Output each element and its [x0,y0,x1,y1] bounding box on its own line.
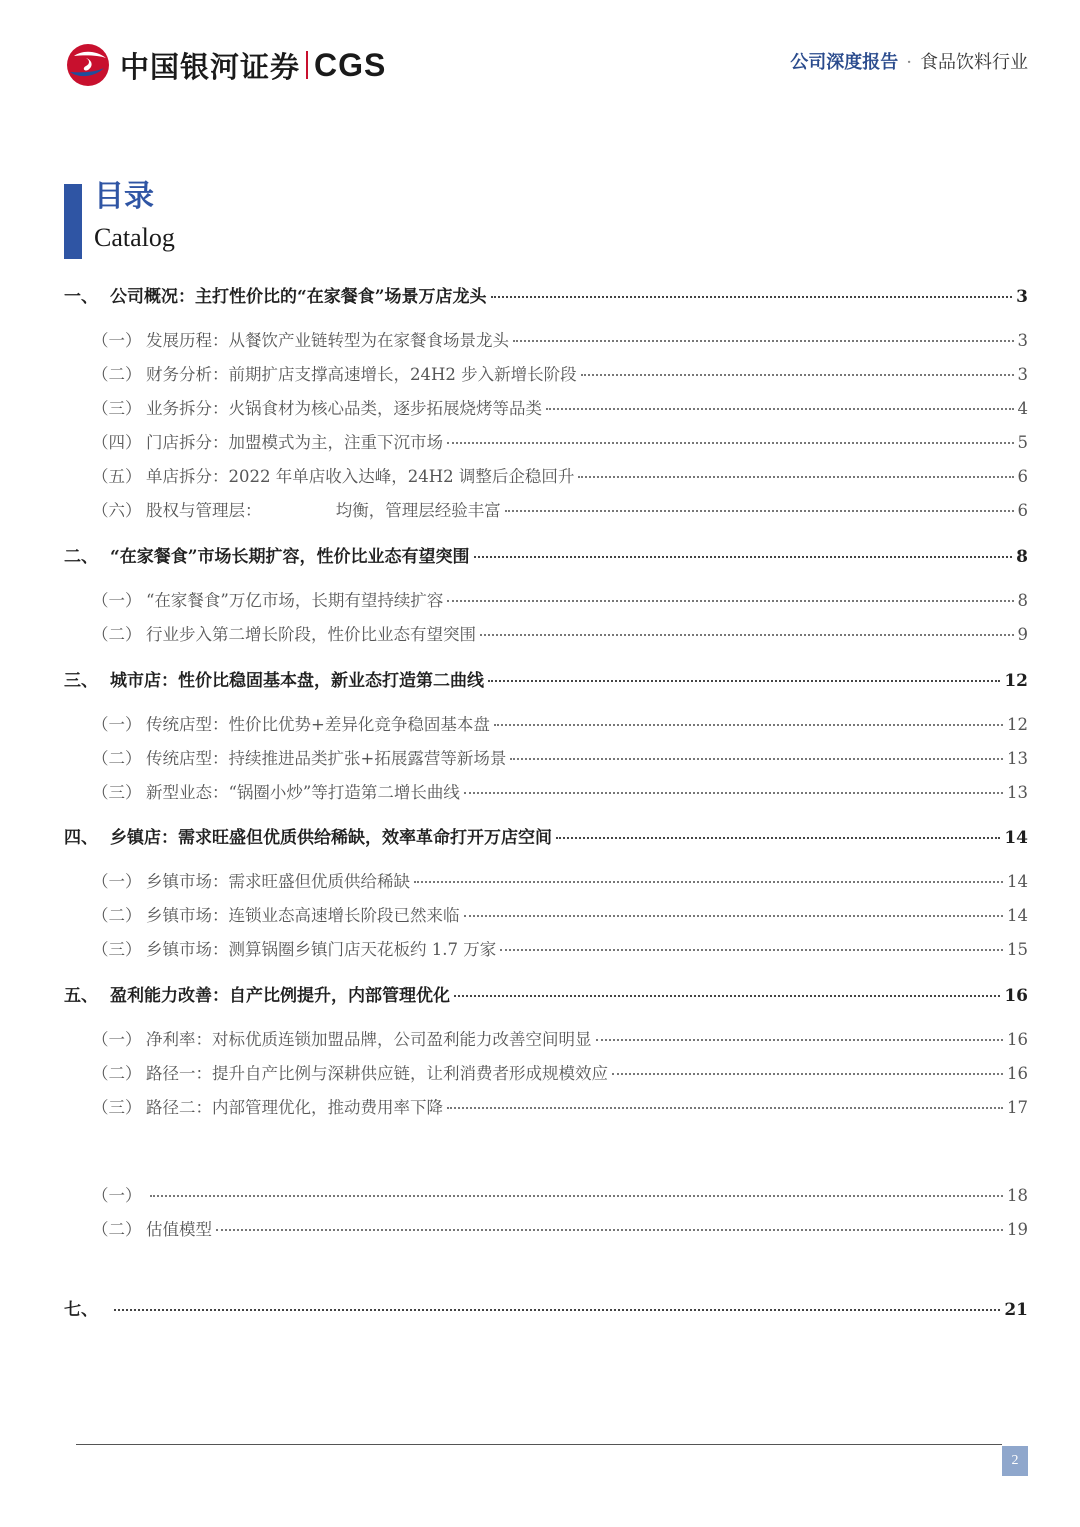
toc-entry-number: 四、 [64,828,98,848]
toc-entry-page: 19 [1007,1220,1028,1239]
toc-entry-title: 业务拆分：火锅食材为核心品类，逐步拓展烧烤等品类 [146,399,542,418]
catalog-title-cn: 目录 [94,179,154,214]
toc-subsection-entry[interactable] [92,1026,1028,1056]
toc-entry-number: （一） [92,715,142,734]
toc-section-entry[interactable] [64,282,1028,312]
toc-entry-page: 21 [1004,1300,1028,1320]
toc-entry-page: 14 [1007,906,1028,925]
toc-section-entry[interactable] [64,666,1028,696]
toc-dot-leader [114,1309,1000,1311]
toc-subsection-entry[interactable] [92,745,1028,775]
toc-entry-title: 财务分析：前期扩店支撑高速增长，24H2 步入新增长阶段 [146,365,577,384]
toc-entry-title: “在家餐食”万亿市场，长期有望持续扩容 [146,591,444,610]
report-type: 公司深度报告 [790,52,899,73]
toc-subsection-entry[interactable] [92,497,1028,527]
toc-entry-title: 乡镇店：需求旺盛但优质供给稀缺，效率革命打开万店空间 [110,828,552,848]
toc-entry-page: 17 [1007,1098,1028,1117]
toc-entry-page: 12 [1004,671,1028,691]
toc-entry-title: 乡镇市场：测算锅圈乡镇门店天花板约 1.7 万家 [146,940,497,959]
toc-entry-number: （二） [92,1220,142,1239]
toc-dot-leader [447,600,1013,602]
toc-entry-title: 公司概况：主打性价比的“在家餐食”场景万店龙头 [110,287,487,307]
toc-dot-leader [578,476,1013,478]
catalog-title-en: Catalog [94,223,175,252]
toc-entry-title: 路径一：提升自产比例与深耕供应链，让利消费者形成规模效应 [146,1064,608,1083]
toc-dot-leader [546,408,1014,410]
company-logo [64,42,386,88]
toc-subsection-entry[interactable] [92,1094,1028,1124]
toc-entry-number: 五、 [64,986,98,1006]
toc-subsection-entry[interactable] [92,868,1028,898]
toc-dot-leader [150,1195,1003,1197]
toc-entry-page: 12 [1007,715,1028,734]
toc-entry-title: 盈利能力改善：自产比例提升，内部管理优化 [110,986,450,1006]
toc-subsection-entry[interactable] [92,429,1028,459]
toc-entry-number: 三、 [64,671,98,691]
toc-dot-leader [464,792,1003,794]
toc-dot-leader [505,510,1014,512]
toc-entry-title: 估值模型 [146,1220,212,1239]
toc-dot-leader [491,296,1013,298]
toc-section-entry[interactable] [64,1295,1028,1325]
toc-entry-number: （二） [92,749,142,768]
toc-entry-page: 13 [1007,749,1028,768]
toc-subsection-entry[interactable] [92,1182,1028,1212]
toc-entry-number: （一） [92,872,142,891]
toc-entry-title: 行业步入第二增长阶段，性价比业态有望突围 [146,625,476,644]
toc-entry-page: 3 [1016,287,1028,307]
toc-subsection-entry[interactable] [92,936,1028,966]
toc-dot-leader [494,724,1003,726]
toc-subsection-entry[interactable] [92,587,1028,617]
toc-dot-leader [454,995,1000,997]
toc-dot-leader [474,556,1013,558]
toc-section-entry[interactable] [64,542,1028,572]
page-number: 2 [1002,1446,1028,1476]
toc-entry-title: 净利率：对标优质连锁加盟品牌，公司盈利能力改善空间明显 [146,1030,592,1049]
toc-subsection-entry[interactable] [92,621,1028,651]
toc-entry-number: （三） [92,940,142,959]
toc-entry-title: 乡镇市场：连锁业态高速增长阶段已然来临 [146,906,460,925]
toc-entry-page: 4 [1017,399,1028,418]
toc-entry-number: （二） [92,625,142,644]
toc-entry-page: 8 [1017,591,1028,610]
toc-dot-leader [510,758,1003,760]
toc-entry-page: 3 [1017,365,1028,384]
toc-entry-page: 3 [1017,331,1028,350]
toc-dot-leader [414,881,1003,883]
toc-dot-leader [556,837,1000,839]
toc-subsection-entry[interactable] [92,463,1028,493]
toc-entry-title: 新型业态：“锅圈小炒”等打造第二增长曲线 [146,783,460,802]
toc-dot-leader [500,949,1003,951]
toc-dot-leader [488,680,1000,682]
toc-dot-leader [581,374,1014,376]
toc-subsection-entry[interactable] [92,361,1028,391]
toc-entry-number: （二） [92,906,142,925]
toc-entry-page: 16 [1007,1064,1028,1083]
toc-subsection-entry[interactable] [92,327,1028,357]
toc-entry-number: （四） [92,433,142,452]
toc-entry-number: 二、 [64,547,98,567]
toc-entry-title: 发展历程：从餐饮产业链转型为在家餐食场景龙头 [146,331,509,350]
toc-entry-number: （六） [92,501,142,520]
cgs-logo-icon [64,42,112,88]
page-header [0,0,1080,110]
toc-subsection-entry[interactable] [92,902,1028,932]
toc-entry-page: 5 [1017,433,1028,452]
toc-entry-title: 单店拆分：2022 年单店收入达峰，24H2 调整后企稳回升 [146,467,575,486]
toc-entry-number: （一） [92,1186,142,1205]
toc-entry-number: （五） [92,467,142,486]
toc-entry-number: （一） [92,591,142,610]
toc-entry-page: 6 [1017,501,1028,520]
report-category [790,48,1028,74]
toc-entry-number: （二） [92,1064,142,1083]
toc-entry-title: 乡镇市场：需求旺盛但优质供给稀缺 [146,872,410,891]
toc-entry-title: 传统店型：性价比优势+差异化竞争稳固基本盘 [146,715,490,734]
logo-text-cn: 中国银河证券 [120,49,301,84]
toc-entry-page: 6 [1017,467,1028,486]
toc-entry-page: 14 [1007,872,1028,891]
toc-section-entry[interactable] [64,981,1028,1011]
toc-entry-page: 15 [1007,940,1028,959]
toc-entry-page: 16 [1007,1030,1028,1049]
logo-text-en: CGS [314,46,387,83]
toc-entry-page: 18 [1007,1186,1028,1205]
toc-entry-number: 一、 [64,287,98,307]
toc-entry-number: （一） [92,331,142,350]
toc-entry-page: 13 [1007,783,1028,802]
toc-subsection-entry[interactable] [92,395,1028,425]
catalog-accent-bar [64,184,82,259]
toc-entry-title: 门店拆分：加盟模式为主，注重下沉市场 [146,433,443,452]
toc-entry-number: 七、 [64,1300,98,1320]
toc-dot-leader [447,442,1014,444]
toc-section-entry[interactable] [64,823,1028,853]
toc-dot-leader [612,1073,1003,1075]
toc-entry-title: 城市店：性价比稳固基本盘，新业态打造第二曲线 [110,671,484,691]
toc-entry-number: （三） [92,399,142,418]
toc-entry-title: 股权与管理层： 均衡，管理层经验丰富 [146,501,501,520]
toc-subsection-entry[interactable] [92,1060,1028,1090]
toc-dot-leader [447,1107,1003,1109]
toc-dot-leader [513,340,1014,342]
toc-entry-page: 16 [1004,986,1028,1006]
footer-divider [76,1444,1002,1445]
toc-entry-page: 9 [1017,625,1028,644]
toc-subsection-entry[interactable] [92,1216,1028,1246]
header-separator: · [906,52,912,73]
toc-dot-leader [216,1229,1003,1231]
toc-subsection-entry[interactable] [92,779,1028,809]
toc-entry-page: 14 [1004,828,1028,848]
toc-entry-number: （三） [92,783,142,802]
toc-entry-title: 路径二：内部管理优化，推动费用率下降 [146,1098,443,1117]
toc-entry-number: （一） [92,1030,142,1049]
toc-entry-page: 8 [1016,547,1028,567]
toc-entry-title: “在家餐食”市场长期扩容，性价比业态有望突围 [110,547,470,567]
toc-dot-leader [596,1039,1004,1041]
toc-subsection-entry[interactable] [92,711,1028,741]
toc-entry-title: 传统店型：持续推进品类扩张+拓展露营等新场景 [146,749,507,768]
industry-label: 食品饮料行业 [920,52,1028,73]
toc-dot-leader [464,915,1004,917]
logo-divider [306,51,308,79]
toc-dot-leader [480,634,1014,636]
toc-entry-number: （二） [92,365,142,384]
toc-entry-number: （三） [92,1098,142,1117]
